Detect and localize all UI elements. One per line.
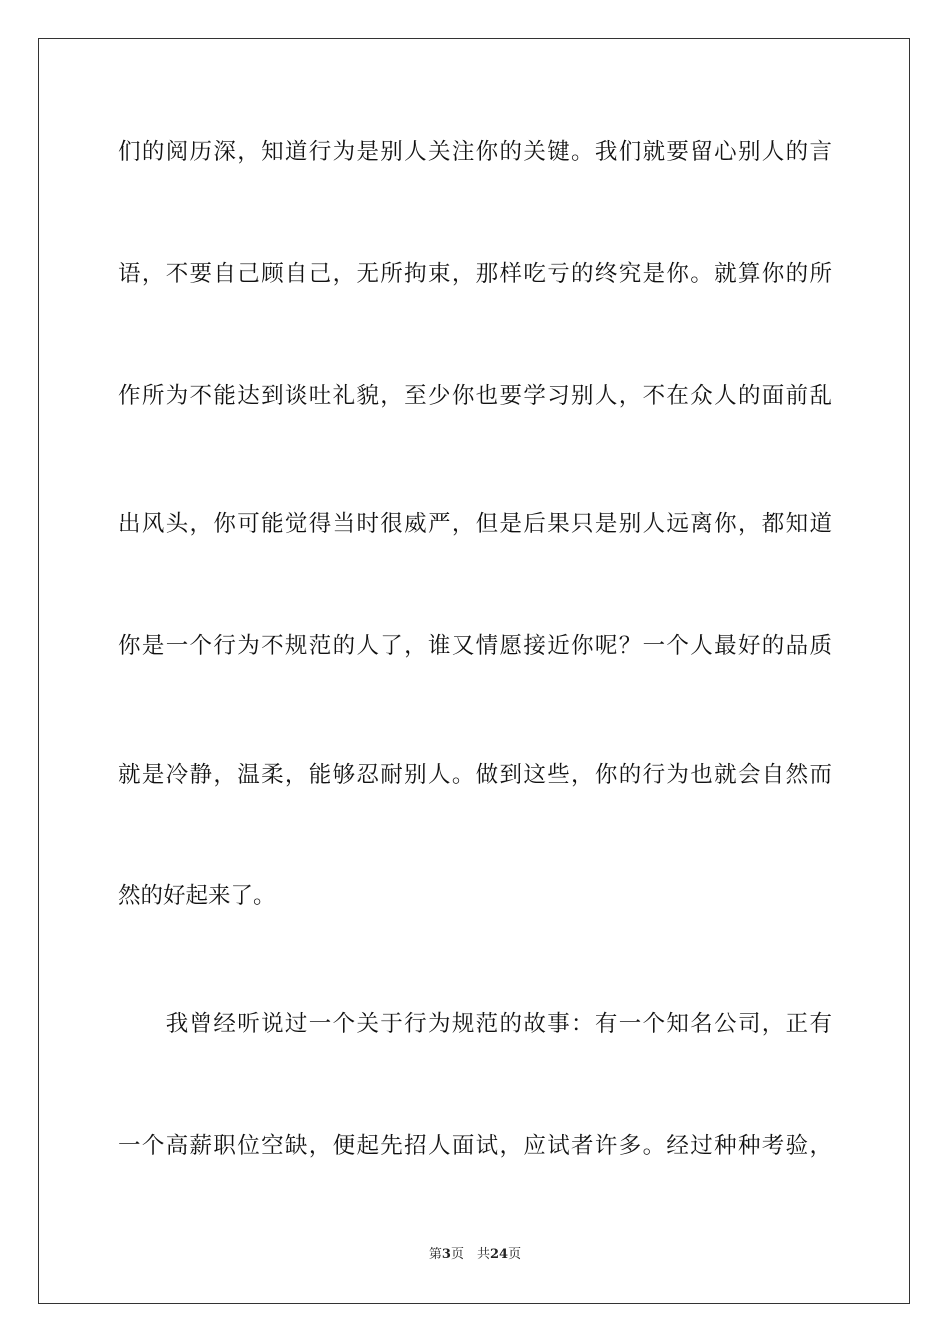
text-line: 你是一个行为不规范的人了，谁又情愿接近你呢？一个人最好的品质 bbox=[118, 633, 832, 659]
page-prefix: 第 bbox=[428, 1247, 442, 1262]
total-page-count: 24 bbox=[489, 1247, 509, 1262]
text-line: 一个高薪职位空缺，便起先招人面试，应试者许多。经过种种考验， bbox=[118, 1133, 832, 1159]
page-mid-text: 页 共 bbox=[450, 1247, 490, 1262]
text-line: 语，不要自己顾自己，无所拘束，那样吃亏的终究是你。就算你的所 bbox=[118, 261, 832, 287]
text-line: 然的好起来了。 bbox=[118, 883, 276, 909]
paragraph-start-line: 我曾经听说过一个关于行为规范的故事：有一个知名公司，正有 bbox=[118, 1011, 832, 1037]
page-number-footer bbox=[0, 1246, 950, 1264]
text-line: 就是冷静，温柔，能够忍耐别人。做到这些，你的行为也就会自然而 bbox=[118, 762, 832, 788]
current-page-number: 3 bbox=[441, 1247, 451, 1262]
text-line: 们的阅历深，知道行为是别人关注你的关键。我们就要留心别人的言 bbox=[118, 139, 832, 165]
text-line: 出风头，你可能觉得当时很威严，但是后果只是别人远离你，都知道 bbox=[118, 511, 832, 537]
page-suffix: 页 bbox=[508, 1247, 522, 1262]
text-line: 作所为不能达到谈吐礼貌，至少你也要学习别人，不在众人的面前乱 bbox=[118, 383, 832, 409]
page-border bbox=[38, 38, 910, 1304]
